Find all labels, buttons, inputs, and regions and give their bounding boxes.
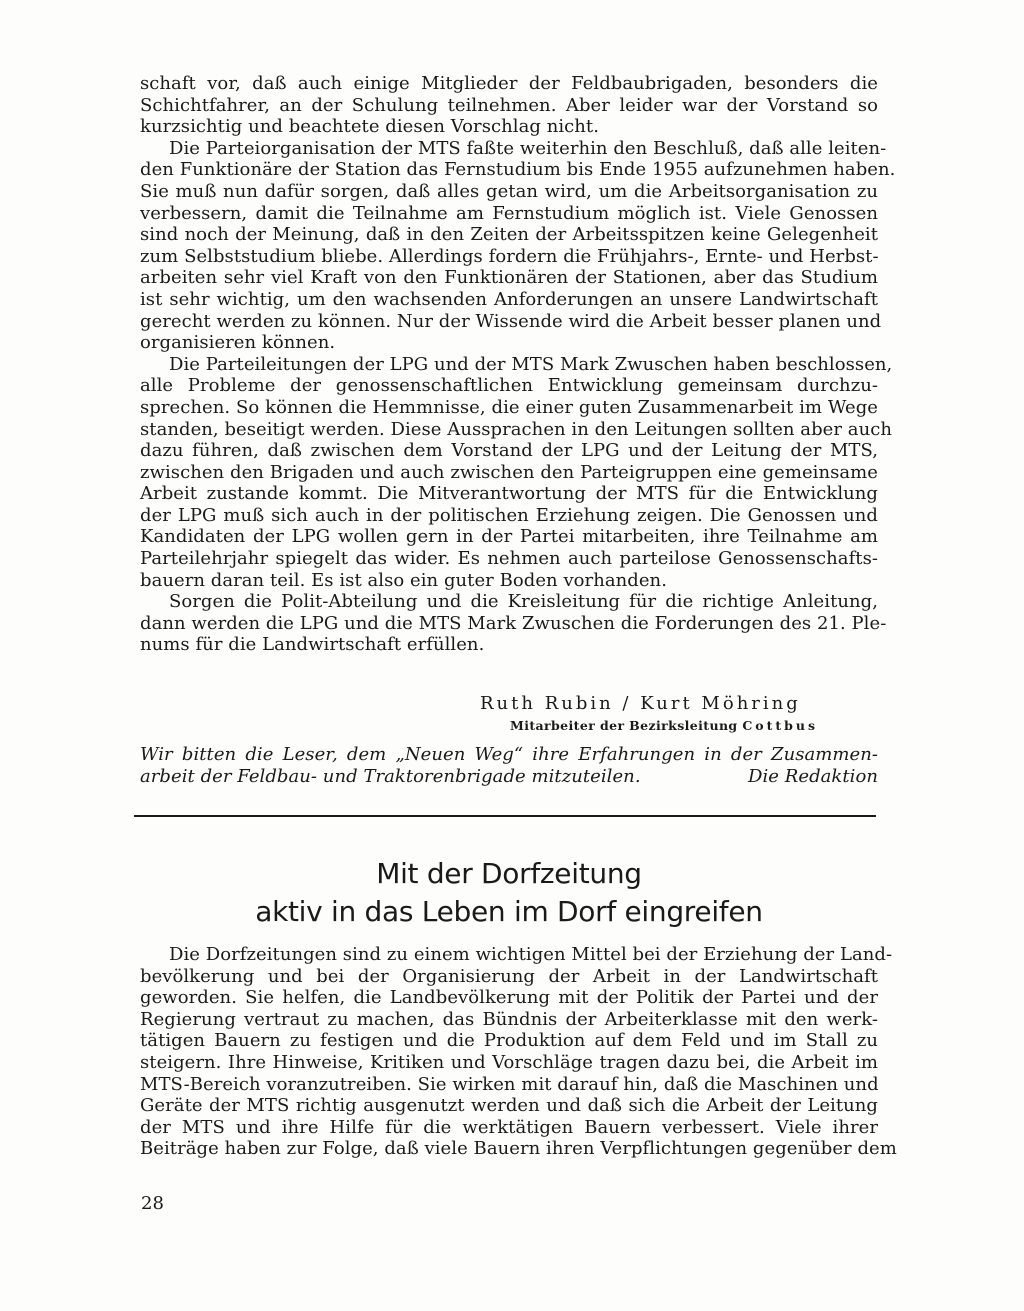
text-line: der LPG muß sich auch in der politischen Erziehung zeigen. Die Genossen und	[140, 504, 878, 526]
editor-note-last-line	[140, 766, 878, 788]
editor-note-text: arbeit der Feldbau- und Traktorenbrigade mitzuteilen.	[140, 766, 641, 787]
text-line: zwischen den Brigaden und auch zwischen den Parteigruppen eine gemeinsame	[140, 461, 878, 483]
text-line: dann werden die LPG und die MTS Mark Zwuschen die Forderungen des 21. Ple-	[140, 612, 887, 634]
text-line: sprechen. So können die Hemmnisse, die einer guten Zusammenarbeit im Wege	[140, 396, 878, 418]
author-signature: Ruth Rubin / Kurt Möhring	[480, 693, 801, 714]
text-line: Kandidaten der LPG wollen gern in der Partei mitarbeiten, ihre Teilnahme am	[140, 526, 878, 548]
editor-note	[140, 744, 878, 788]
paragraph	[140, 944, 897, 1160]
text-line: ist sehr wichtig, um den wachsenden Anforderungen an unsere Landwirtschaft	[140, 288, 878, 310]
text-line: bauern daran teil. Es ist also ein guter Boden vorhanden.	[140, 569, 667, 591]
page-number: 28	[141, 1193, 164, 1214]
text-line: Sie muß nun dafür sorgen, daß alles getan wird, um die Arbeitsorganisation zu	[140, 180, 878, 202]
text-line: verbessern, damit die Teilnahme am Fernstudium möglich ist. Viele Genossen	[140, 202, 878, 224]
article2-title	[140, 855, 878, 931]
text-line: Die Parteileitungen der LPG und der MTS Mark Zwuschen haben beschlossen,	[169, 353, 893, 375]
text-line: bevölkerung und bei der Organisierung der Arbeit in der Landwirtschaft	[140, 965, 878, 987]
editor-note-line: Wir bitten die Leser, dem „Neuen Weg“ ihre Erfahrungen in der Zusammen-	[140, 744, 878, 765]
text-line: Die Parteiorganisation der MTS faßte weiterhin den Beschluß, daß alle leiten-	[169, 137, 887, 159]
affiliation-text: Mitarbeiter der Bezirksleitung	[510, 718, 738, 733]
section-divider	[134, 815, 876, 817]
text-line: Parteilehrjahr spiegelt das wider. Es nehmen auch parteilose Genossenschafts-	[140, 548, 878, 570]
text-line: nums für die Landwirtschaft erfüllen.	[140, 634, 485, 656]
text-line: Sorgen die Polit-Abteilung und die Kreisleitung für die richtige Anleitung,	[169, 591, 878, 613]
text-line: tätigen Bauern zu festigen und die Produktion auf dem Feld und im Stall zu	[140, 1030, 878, 1052]
text-line: den Funktionäre der Station das Fernstudium bis Ende 1955 aufzunehmen haben.	[140, 159, 896, 181]
article2-title-line1: Mit der Dorfzeitung	[376, 857, 642, 890]
article1-body	[140, 73, 896, 656]
text-line: Schichtfahrer, an der Schulung teilnehmen. Aber leider war der Vorstand so	[140, 94, 878, 116]
text-line: der MTS und ihre Hilfe für die werktätigen Bauern verbessert. Viele ihrer	[140, 1116, 878, 1138]
text-line: steigern. Ihre Hinweise, Kritiken und Vorschläge tragen dazu bei, die Arbeit im	[140, 1051, 878, 1073]
paragraph	[140, 137, 896, 354]
text-line: dazu führen, daß zwischen dem Vorstand der LPG und der Leitung der MTS,	[140, 440, 878, 462]
text-line: Beiträge haben zur Folge, daß viele Bauern ihren Verpflichtungen gegenüber dem	[140, 1138, 897, 1160]
text-line: Geräte der MTS richtig ausgenutzt werden und daß sich die Arbeit der Leitung	[140, 1095, 878, 1117]
text-line: organisieren können.	[140, 332, 336, 354]
text-line: standen, beseitigt werden. Diese Aussprachen in den Leitungen sollten aber auch	[140, 418, 892, 440]
text-line: kurzsichtig und beachtete diesen Vorschlag nicht.	[140, 116, 599, 138]
article2-title-line2: aktiv in das Leben im Dorf eingreifen	[255, 895, 763, 928]
text-line: sind noch der Meinung, daß in den Zeiten der Arbeitsspitzen keine Gelegenheit	[140, 224, 878, 246]
text-line: gerecht werden zu können. Nur der Wissende wird die Arbeit besser planen und	[140, 310, 882, 332]
text-line: Regierung vertraut zu machen, das Bündnis der Arbeiterklasse mit den werk-	[140, 1008, 878, 1030]
author-affiliation	[510, 718, 818, 733]
text-line: alle Probleme der genossenschaftlichen Entwicklung gemeinsam durchzu-	[140, 375, 878, 397]
text-line: geworden. Sie helfen, die Landbevölkerung mit der Politik der Partei und der	[140, 987, 878, 1009]
paragraph	[140, 353, 893, 592]
affiliation-city: Cottbus	[742, 718, 819, 733]
editor-credit: Die Redaktion	[748, 766, 878, 787]
text-line: zum Selbststudium bliebe. Allerdings fordern die Frühjahrs-, Ernte- und Herbst-	[140, 245, 879, 267]
text-line: schaft vor, daß auch einige Mitglieder der Feldbaubrigaden, besonders die	[140, 73, 878, 94]
text-line: arbeiten sehr viel Kraft von den Funktionären der Stationen, aber das Studium	[140, 267, 878, 289]
paragraph	[140, 591, 887, 656]
text-line: Die Dorfzeitungen sind zu einem wichtigen Mittel bei der Erziehung der Land-	[169, 944, 893, 965]
text-line: MTS-Bereich voranzutreiben. Sie wirken mit darauf hin, daß die Maschinen und	[140, 1073, 879, 1095]
paragraph	[140, 73, 878, 138]
article2-body	[140, 944, 897, 1160]
text-line: Arbeit zustande kommt. Die Mitverantwortung der MTS für die Entwicklung	[140, 483, 878, 505]
